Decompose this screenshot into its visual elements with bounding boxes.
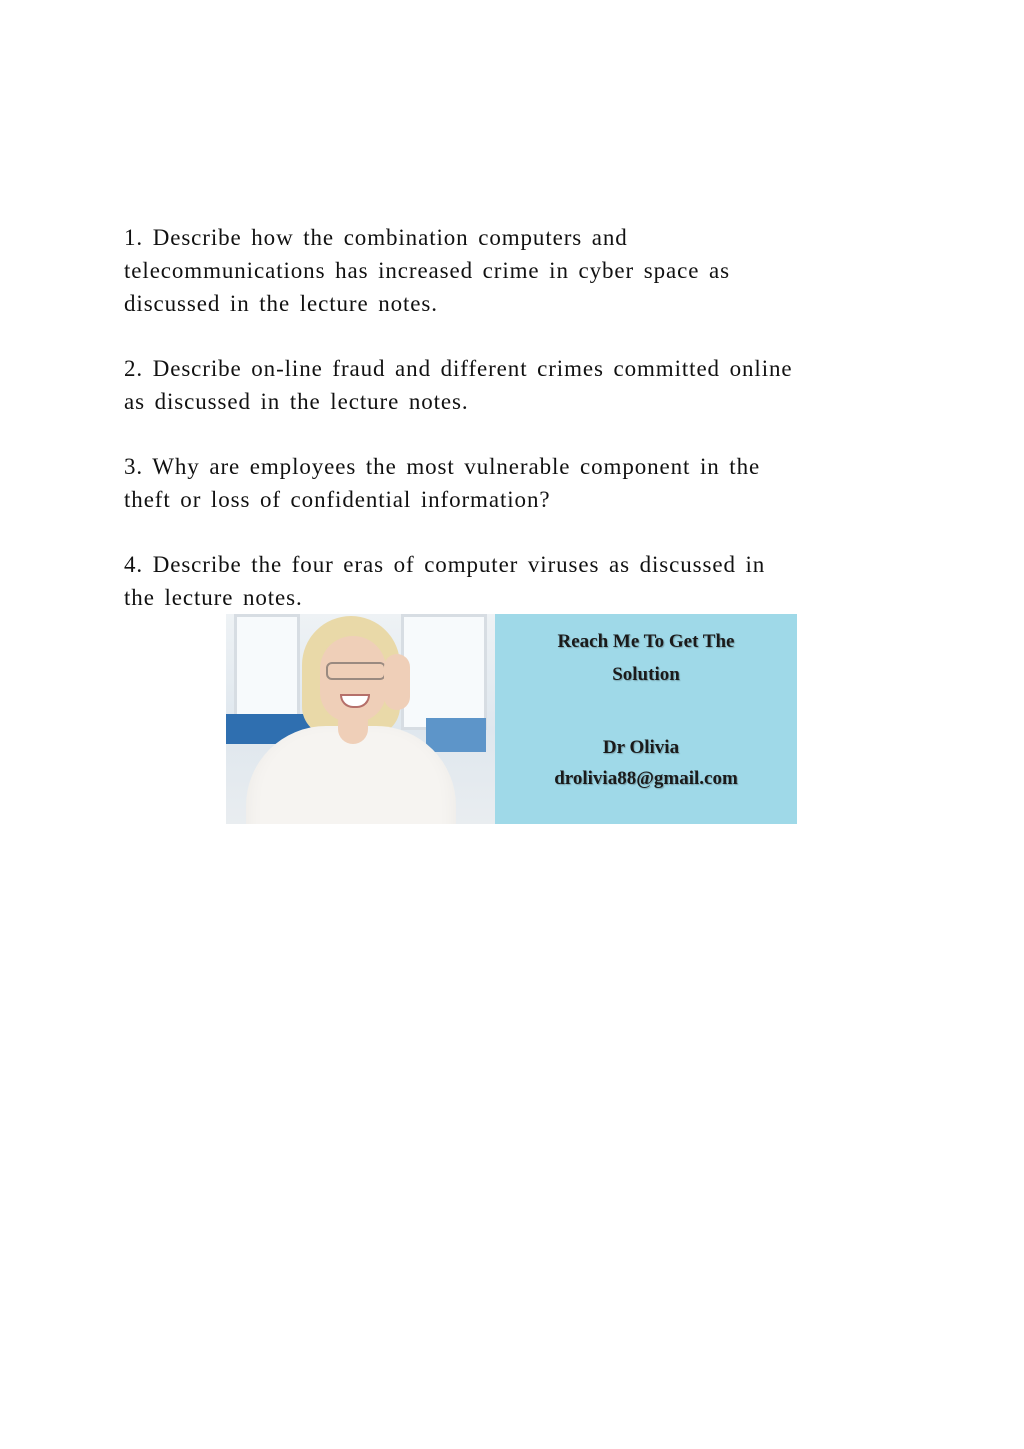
hand-shape [384,654,410,710]
contact-name: Dr Olivia [602,737,680,758]
question-3: 3. Why are employees the most vulnerable component in the theft or loss of confidential information? [124,454,761,512]
woman-photo [226,614,495,824]
question-4: 4. Describe the four eras of computer viruses as discussed in the lecture notes. [124,552,766,610]
contact-headline-2: Solution [612,664,680,685]
contact-card [495,614,797,824]
monitor-shape [426,718,486,752]
question-2: 2. Describe on-line fraud and different crimes committed online as discussed in the lecture notes. [124,356,793,414]
window-shape [234,614,300,730]
question-1: 1. Describe how the combination computers and telecommunications has increased crime in cyber space as discussed in the lecture notes. [124,225,730,316]
contact-banner [226,614,797,824]
window-shape [401,614,487,730]
glasses-icon [326,662,386,680]
contact-email[interactable]: drolivia88@gmail.com [554,768,738,789]
contact-headline-1: Reach Me To Get The [557,631,735,652]
question-list [124,221,904,614]
